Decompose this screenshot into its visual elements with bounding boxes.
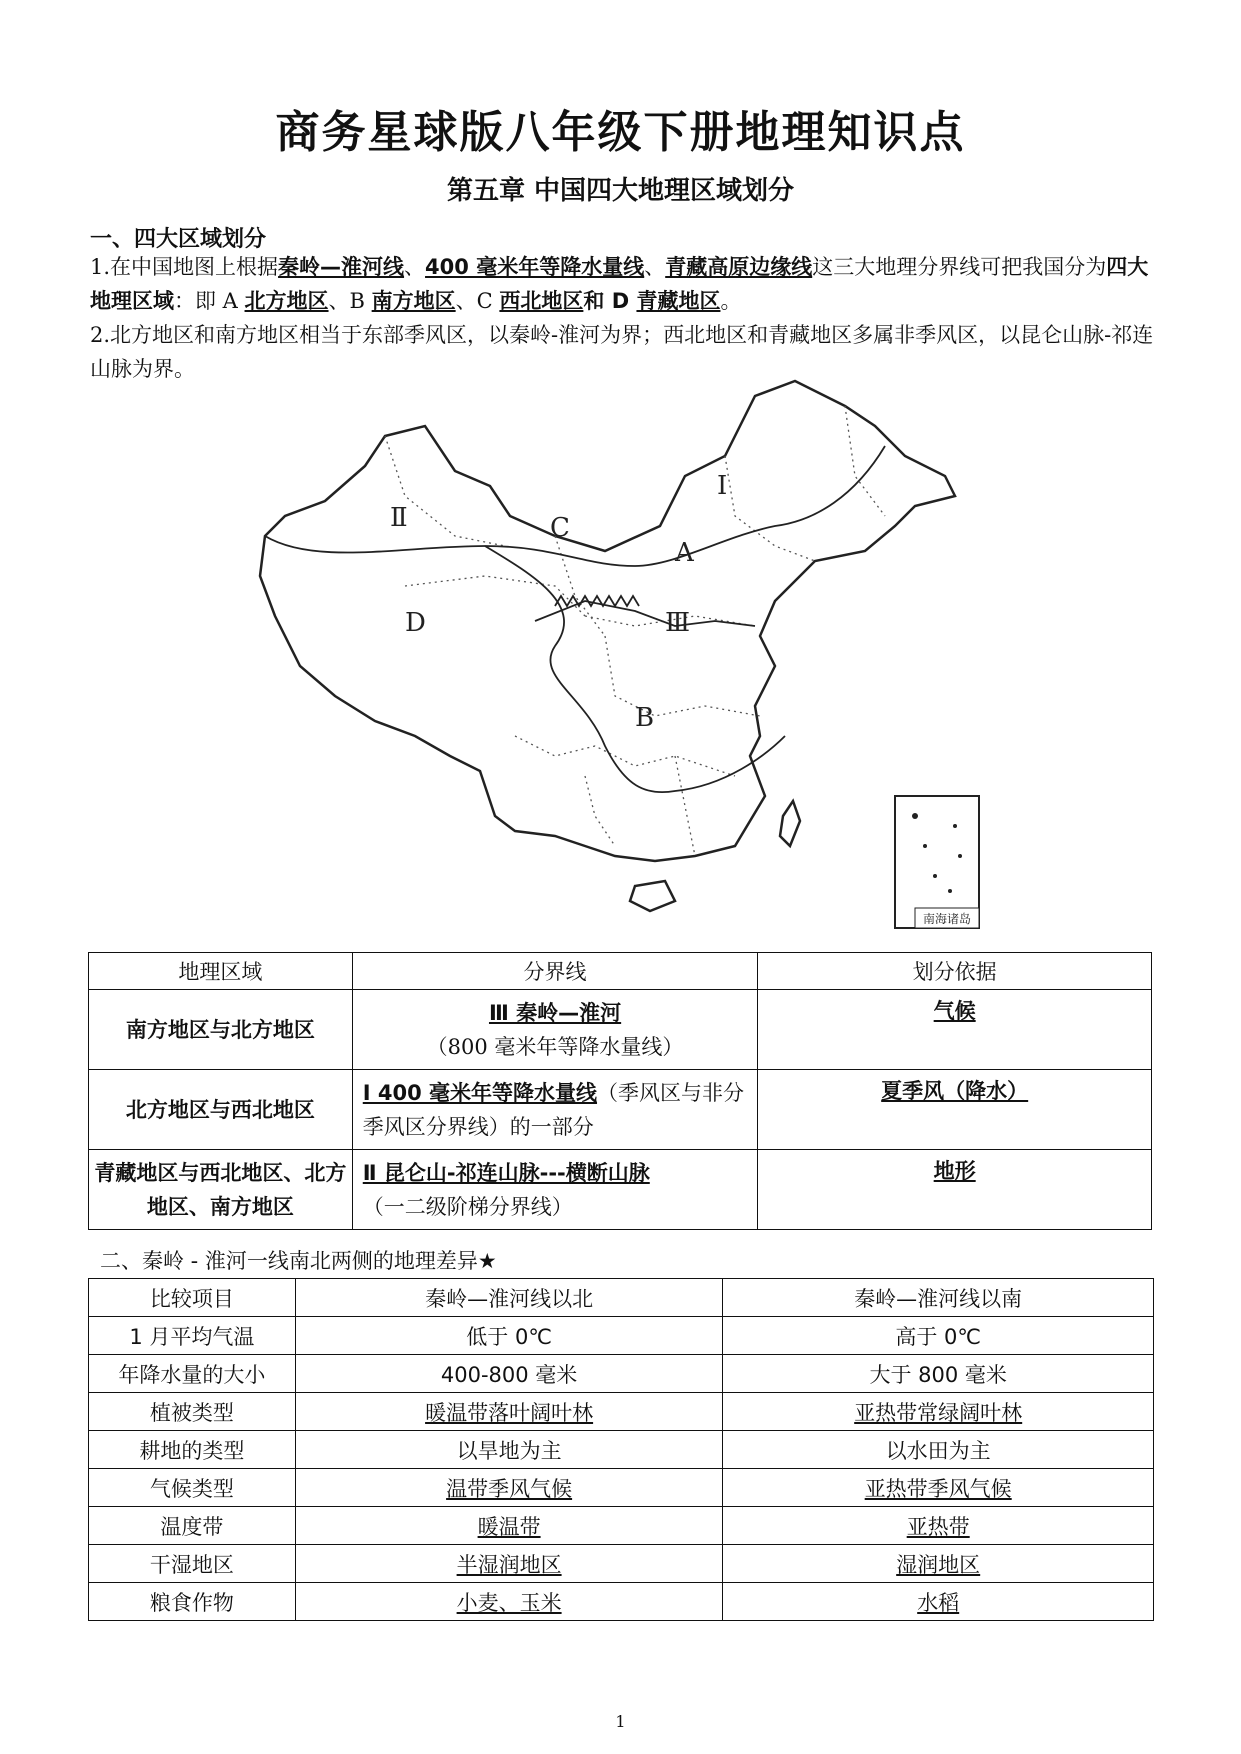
cell-text: 暖温带落叶阔叶林 xyxy=(425,1400,594,1425)
table-row xyxy=(89,1583,1154,1621)
map-label-C: C xyxy=(550,513,570,543)
cell-text: 水稻 xyxy=(917,1590,960,1615)
table-cell-item: 温度带 xyxy=(89,1507,296,1545)
table-header: 地理区域 xyxy=(89,953,353,990)
table-cell-item: 1 月平均气温 xyxy=(89,1317,296,1355)
cell-text: 亚热带季风气候 xyxy=(864,1476,1012,1501)
table-cell-region: 青藏地区与西北地区、北方地区、南方地区 xyxy=(89,1150,353,1230)
table-header-row xyxy=(89,953,1152,990)
south-china-sea-inset xyxy=(895,796,979,928)
text-run: 。 xyxy=(720,289,742,313)
table-cell-north: 400-800 毫米 xyxy=(295,1355,723,1393)
table-cell-north: 低于 0℃ xyxy=(295,1317,723,1355)
map-label-III: Ⅲ xyxy=(665,608,691,638)
table-row xyxy=(89,1393,1154,1431)
table-cell-line xyxy=(352,1070,758,1150)
text-run: 这三大地理分界线可把我国分为 xyxy=(812,255,1107,279)
table-header-row xyxy=(89,1279,1154,1317)
table-cell-basis xyxy=(758,1150,1152,1230)
table-cell-item: 气候类型 xyxy=(89,1469,296,1507)
keyword: 秦岭—淮河线 xyxy=(278,255,405,279)
table-cell-south: 以水田为主 xyxy=(723,1431,1154,1469)
map-label-D: D xyxy=(405,608,426,638)
map-label-A: A xyxy=(675,538,694,568)
keyword: 四大地理区域 xyxy=(90,255,1149,313)
page-number: 1 xyxy=(615,1712,626,1731)
cell-text: 半湿润地区 xyxy=(456,1552,562,1577)
text-run: 、 xyxy=(404,255,426,279)
table-cell-north xyxy=(295,1545,723,1583)
text-run: 、C xyxy=(455,289,500,313)
hainan-island xyxy=(630,881,675,911)
qinling-mountain-symbol xyxy=(555,596,639,606)
china-outline xyxy=(260,381,955,911)
table-header: 划分依据 xyxy=(758,953,1152,990)
section1-heading: 一、四大区域划分 xyxy=(90,227,267,252)
table-cell-item: 干湿地区 xyxy=(89,1545,296,1583)
table-cell-north xyxy=(295,1507,723,1545)
text-run: 、 xyxy=(644,255,666,279)
section1-paragraph2: 2.北方地区和南方地区相当于东部季风区，以秦岭-淮河为界；西北地区和青藏地区多属非季风区，以昆仑山脉-祁连山脉为界。 xyxy=(90,323,1154,381)
page-title: 商务星球版八年级下册地理知识点 xyxy=(275,107,966,158)
table-cell-south xyxy=(723,1583,1154,1621)
keyword: 400 毫米年等降水量线 xyxy=(425,255,645,279)
text-run: 1.在中国地图上根据 xyxy=(90,255,279,279)
table-row xyxy=(89,1150,1152,1230)
line-main: Ⅲ 秦岭—淮河 xyxy=(488,1000,622,1025)
keyword: 青藏地区 xyxy=(636,289,721,313)
cell-text: 湿润地区 xyxy=(896,1552,981,1577)
table-cell-south xyxy=(723,1545,1154,1583)
keyword: 北方地区 xyxy=(244,289,329,313)
table-cell-south xyxy=(723,1393,1154,1431)
table-row xyxy=(89,1545,1154,1583)
line-main: I 400 毫米年等降水量线 xyxy=(362,1080,598,1105)
text-run: 、B xyxy=(328,289,372,313)
table-cell-north xyxy=(295,1393,723,1431)
boundary-lines xyxy=(265,446,885,792)
table-cell-basis xyxy=(758,1070,1152,1150)
line-note: （季风区与非分季风区分界线）的一部分 xyxy=(362,1080,745,1139)
cell-text: 亚热带 xyxy=(906,1514,970,1539)
keyword: 南方地区 xyxy=(371,289,456,313)
table-header: 秦岭—淮河线以南 xyxy=(723,1279,1154,1317)
cell-text: 温带季风气候 xyxy=(446,1476,573,1501)
text-run: 和 D xyxy=(583,289,637,313)
table-cell-item: 粮食作物 xyxy=(89,1583,296,1621)
chapter-heading: 第五章 中国四大地理区域划分 xyxy=(446,176,795,206)
table-cell-north: 以旱地为主 xyxy=(295,1431,723,1469)
table-row xyxy=(89,1070,1152,1150)
cell-text: 小麦、玉米 xyxy=(456,1590,562,1615)
keyword: 西北地区 xyxy=(499,289,584,313)
table-row xyxy=(89,1355,1154,1393)
table-header: 秦岭—淮河线以北 xyxy=(295,1279,723,1317)
regions-boundary-table xyxy=(88,952,1152,1230)
table-header: 分界线 xyxy=(352,953,758,990)
line-note: （一二级阶梯分界线） xyxy=(362,1194,573,1219)
text-run: ：即 A xyxy=(174,289,245,313)
table-header: 比较项目 xyxy=(89,1279,296,1317)
section2-heading: 二、秦岭 - 淮河一线南北两侧的地理差异★ xyxy=(100,1249,497,1273)
table-cell-south xyxy=(723,1469,1154,1507)
map-label-II: Ⅱ xyxy=(390,503,408,533)
table-cell-line xyxy=(352,990,758,1070)
table-row xyxy=(89,1469,1154,1507)
table-cell-item: 植被类型 xyxy=(89,1393,296,1431)
table-row xyxy=(89,1431,1154,1469)
table-row xyxy=(89,1317,1154,1355)
map-label-I: I xyxy=(717,471,728,501)
basis-text: 地形 xyxy=(933,1159,976,1183)
boundary-line-I xyxy=(265,446,885,566)
table-cell-item: 年降水量的大小 xyxy=(89,1355,296,1393)
cell-text: 亚热带常绿阔叶林 xyxy=(854,1400,1023,1425)
table-cell-basis xyxy=(758,990,1152,1070)
table-cell-region: 南方地区与北方地区 xyxy=(89,990,353,1070)
table-cell-south: 高于 0℃ xyxy=(723,1317,1154,1355)
cell-text: 暖温带 xyxy=(477,1514,541,1539)
keyword: 青藏高原边缘线 xyxy=(665,255,813,279)
line-main: Ⅱ 昆仑山-祁连山脉---横断山脉 xyxy=(362,1160,650,1185)
qinling-huaihe-comparison-table xyxy=(88,1278,1154,1621)
table-row xyxy=(89,990,1152,1070)
china-regions-map xyxy=(255,376,985,936)
table-cell-north xyxy=(295,1583,723,1621)
inset-label: 南海诸岛 xyxy=(922,912,972,926)
basis-text: 夏季风（降水） xyxy=(881,1079,1029,1103)
basis-text: 气候 xyxy=(933,999,976,1023)
table-cell-region: 北方地区与西北地区 xyxy=(89,1070,353,1150)
table-cell-item: 耕地的类型 xyxy=(89,1431,296,1469)
table-cell-south xyxy=(723,1507,1154,1545)
table-cell-south: 大于 800 毫米 xyxy=(723,1355,1154,1393)
section1-paragraph1 xyxy=(90,250,1160,318)
table-cell-line xyxy=(352,1150,758,1230)
table-cell-north xyxy=(295,1469,723,1507)
table-row xyxy=(89,1507,1154,1545)
map-label-B: B xyxy=(635,703,655,733)
taiwan-island xyxy=(780,801,800,846)
line-note: （800 毫米年等降水量线） xyxy=(426,1034,684,1059)
